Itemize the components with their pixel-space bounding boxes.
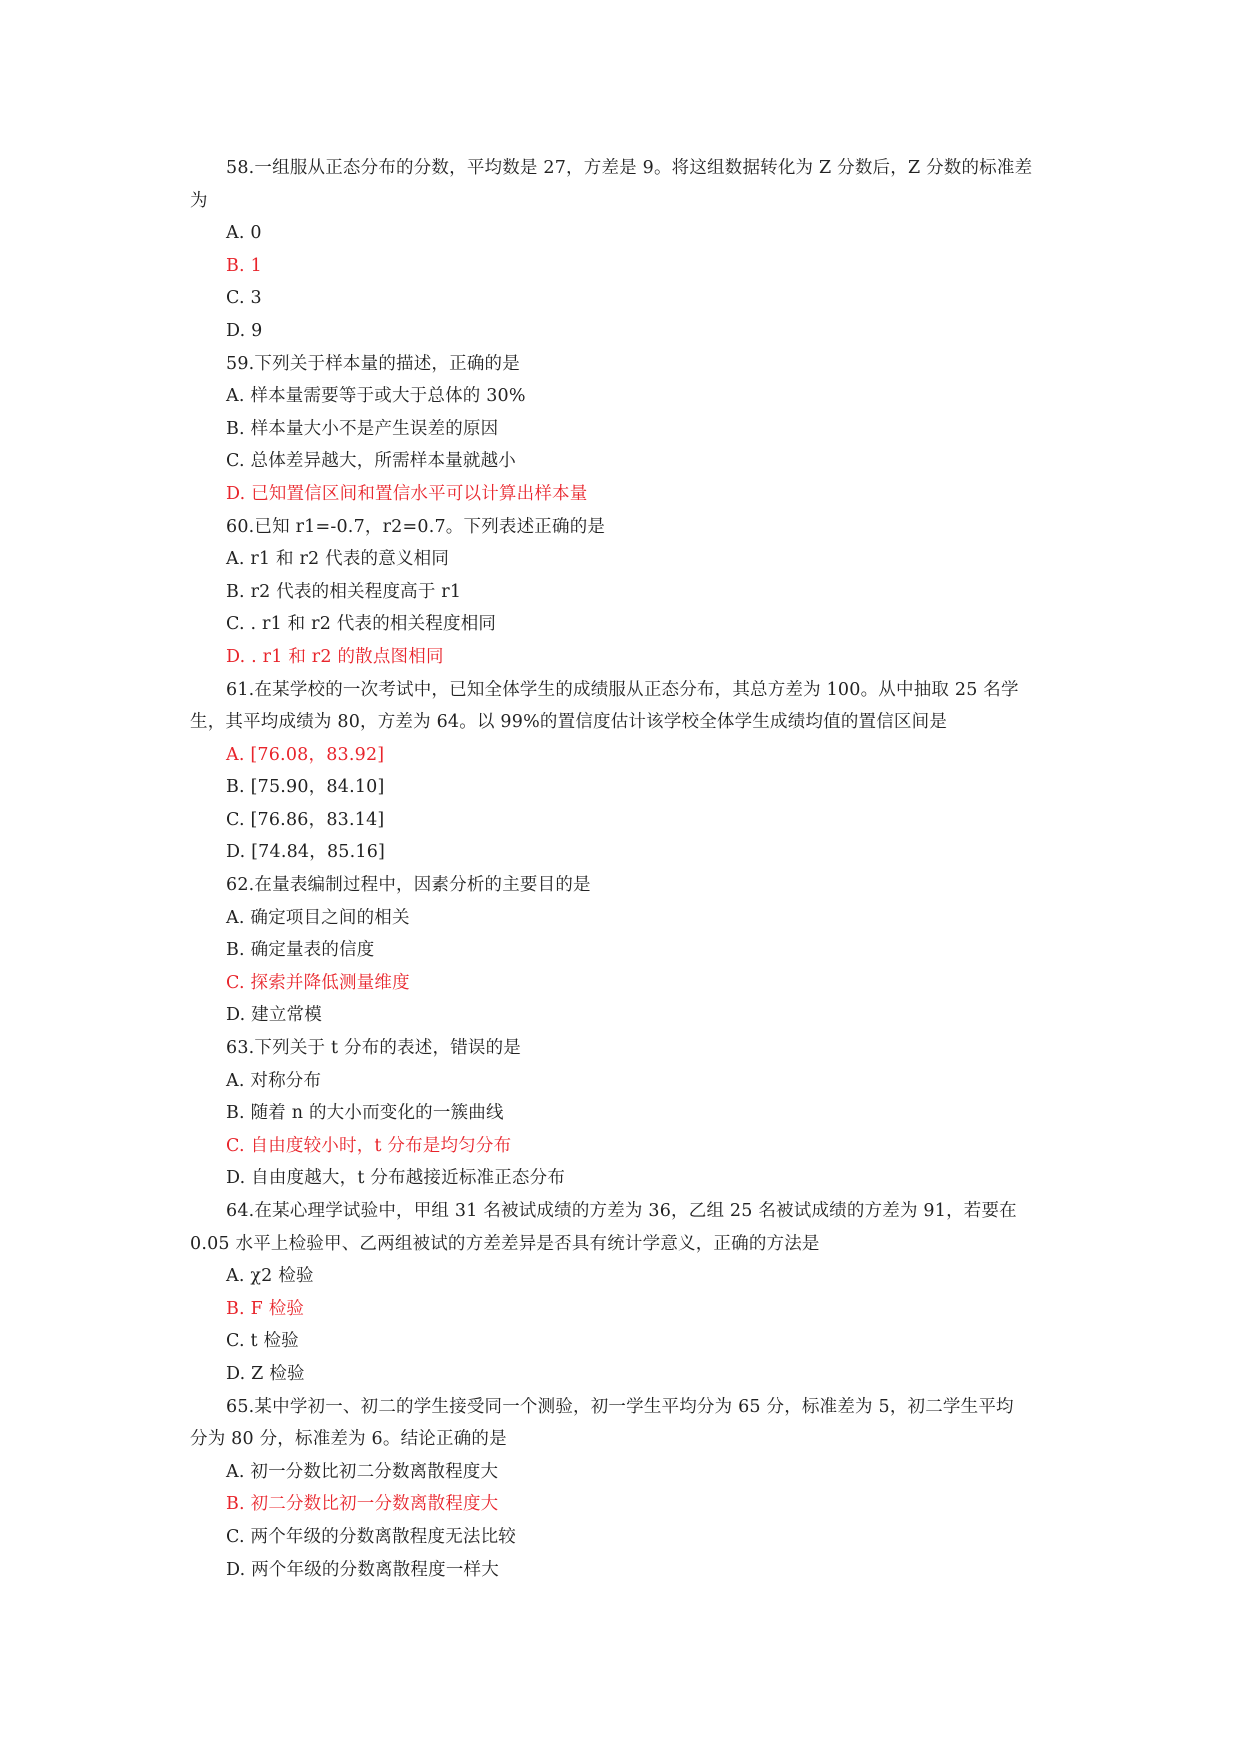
question-block	[190, 869, 1065, 1032]
answer-option: C. . r1 和 r2 代表的相关程度相同	[226, 614, 497, 635]
question-block	[190, 348, 1065, 511]
answer-option: A. 对称分布	[226, 1070, 322, 1091]
question-stem-continued: 生，其平均成绩为 80，方差为 64。以 99%的置信度估计该学校全体学生成绩均值的置信区间是	[190, 712, 948, 733]
answer-option: B. 确定量表的信度	[226, 940, 375, 961]
answer-option: C. [76.86，83.14]	[226, 809, 385, 830]
question-list	[190, 152, 1065, 1586]
answer-option: D. 自由度越大，t 分布越接近标准正态分布	[226, 1168, 566, 1189]
answer-option: D. [74.84，85.16]	[226, 842, 386, 863]
answer-option: C. 两个年级的分数离散程度无法比较	[226, 1526, 516, 1547]
answer-option: B. 随着 n 的大小而变化的一簇曲线	[226, 1103, 504, 1124]
answer-option-correct: B. 1	[226, 255, 262, 276]
answer-option-correct: B. 初二分数比初一分数离散程度大	[226, 1494, 499, 1515]
question-block	[190, 1195, 1065, 1391]
answer-option-correct: C. 探索并降低测量维度	[226, 972, 410, 993]
answer-option: B. 样本量大小不是产生误差的原因	[226, 418, 499, 439]
answer-option: D. Z 检验	[226, 1363, 305, 1384]
answer-option: C. t 检验	[226, 1331, 299, 1352]
question-block	[190, 1391, 1065, 1587]
answer-option-correct: D. 已知置信区间和置信水平可以计算出样本量	[226, 483, 588, 504]
question-block	[190, 674, 1065, 870]
answer-option-correct: B. F 检验	[226, 1298, 305, 1319]
answer-option: B. r2 代表的相关程度高于 r1	[226, 581, 462, 602]
question-block	[190, 152, 1065, 348]
answer-option: A. r1 和 r2 代表的意义相同	[226, 549, 450, 570]
answer-option-correct: D. . r1 和 r2 的散点图相同	[226, 646, 444, 667]
answer-option: B. [75.90，84.10]	[226, 777, 385, 798]
question-stem: 64.在某心理学试验中，甲组 31 名被试成绩的方差为 36，乙组 25 名被试成绩的方差为 91，若要在	[226, 1201, 1017, 1221]
answer-option: C. 总体差异越大，所需样本量就越小	[226, 451, 516, 472]
question-stem: 60.已知 r1=-0.7，r2=0.7。下列表述正确的是	[226, 516, 606, 537]
answer-option: A. 0	[226, 223, 262, 244]
question-stem-continued: 分为 80 分，标准差为 6。结论正确的是	[190, 1429, 507, 1450]
answer-option: D. 两个年级的分数离散程度一样大	[226, 1559, 499, 1580]
question-block	[190, 511, 1065, 674]
question-stem: 63.下列关于 t 分布的表述，错误的是	[226, 1038, 521, 1059]
question-stem: 58.一组服从正态分布的分数，平均数是 27，方差是 9。将这组数据转化为 Z 分数后，Z 分数的标准差	[226, 158, 1033, 178]
answer-option: A. χ2 检验	[226, 1266, 314, 1287]
question-stem-continued: 为	[190, 190, 208, 211]
answer-option: A. 确定项目之间的相关	[226, 907, 410, 928]
answer-option: C. 3	[226, 288, 262, 309]
question-stem: 62.在量表编制过程中，因素分析的主要目的是	[226, 875, 591, 896]
answer-option: A. 初一分数比初二分数离散程度大	[226, 1461, 499, 1482]
answer-option-correct: C. 自由度较小时，t 分布是均匀分布	[226, 1135, 512, 1156]
question-stem-continued: 0.05 水平上检验甲、乙两组被试的方差差异是否具有统计学意义，正确的方法是	[190, 1233, 820, 1254]
answer-option: A. 样本量需要等于或大于总体的 30%	[226, 386, 526, 407]
answer-option-correct: A. [76.08，83.92]	[226, 744, 385, 765]
answer-option: D. 9	[226, 320, 263, 341]
question-block	[190, 1032, 1065, 1195]
question-stem: 65.某中学初一、初二的学生接受同一个测验，初一学生平均分为 65 分，标准差为 5，初二学生平均	[226, 1396, 1014, 1417]
question-stem: 59.下列关于样本量的描述，正确的是	[226, 353, 520, 374]
answer-option: D. 建立常模	[226, 1005, 322, 1026]
question-stem: 61.在某学校的一次考试中，已知全体学生的成绩服从正态分布，其总方差为 100。从中抽取 25 名学	[226, 679, 1019, 700]
